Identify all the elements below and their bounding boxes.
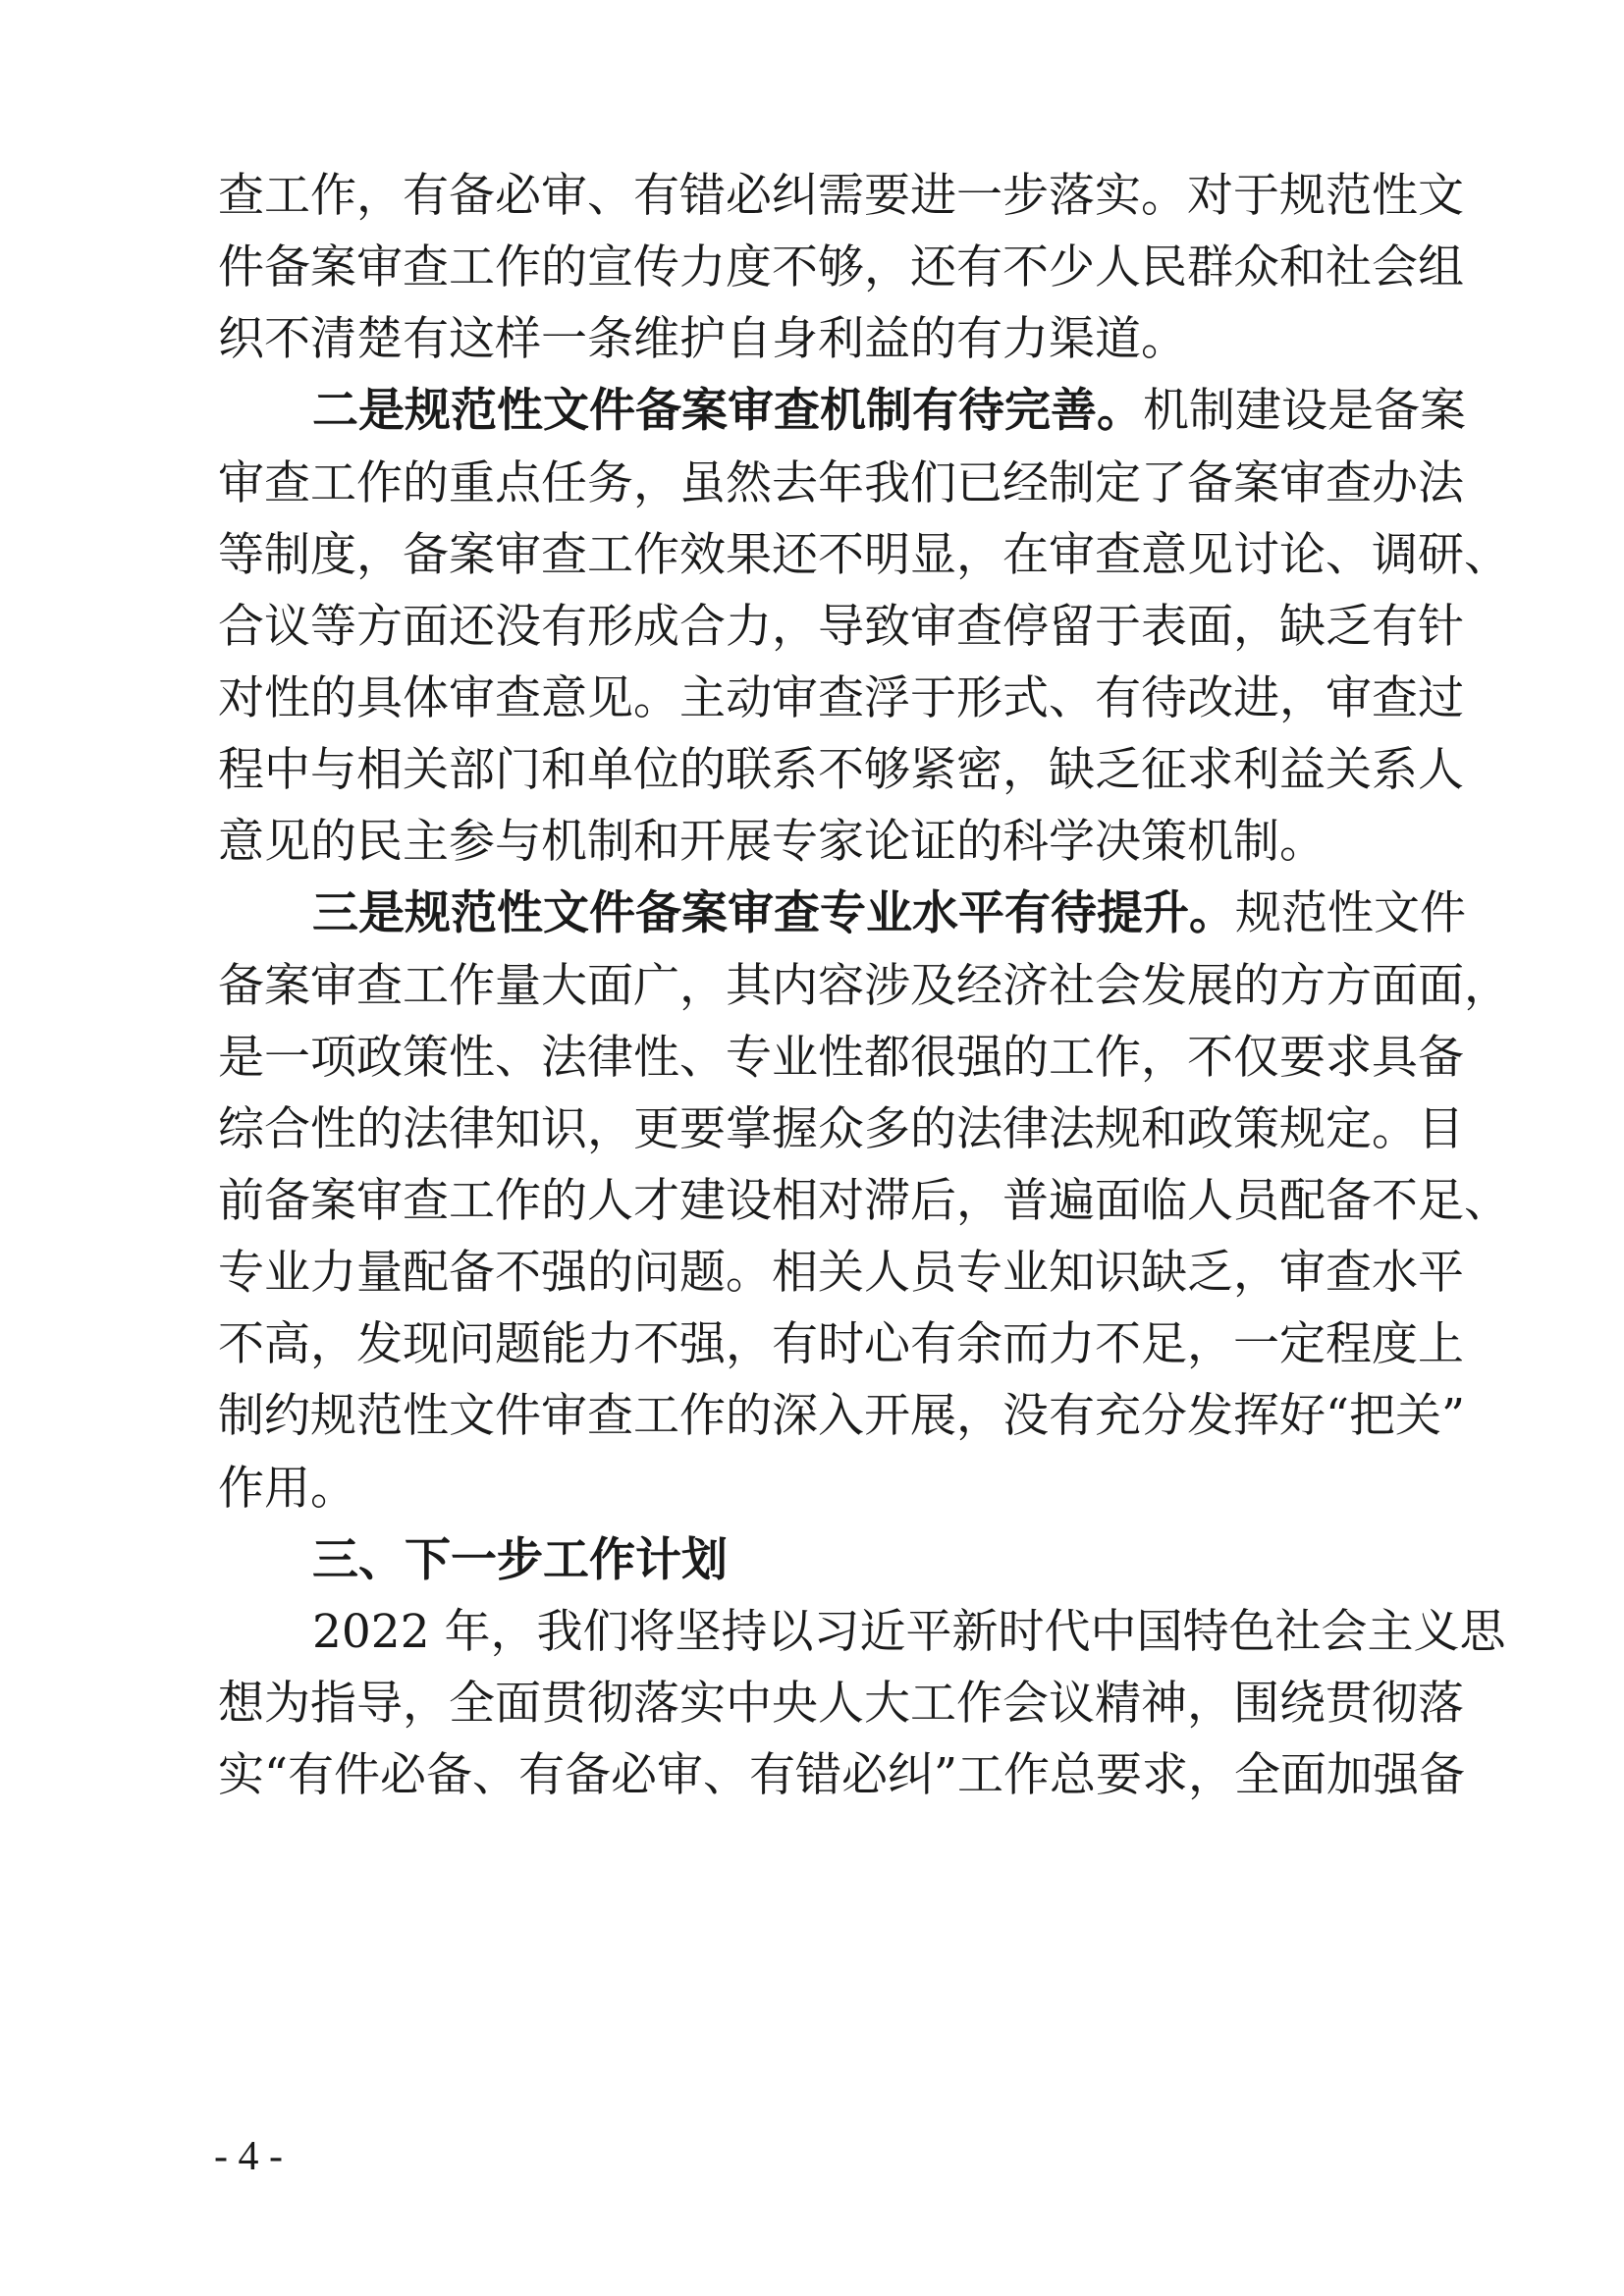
- para3-line-2: 备案审查工作量大面广，其内容涉及经济社会发展的方方面面，: [218, 958, 1510, 1013]
- para2-line-5: 对性的具体审查意见。主动审查浮于形式、有待改进，审查过: [218, 670, 1464, 725]
- para2-line1-rest: 机制建设是备案: [1143, 384, 1466, 439]
- para4-line-3: 实“有件必备、有备必审、有错必纠”工作总要求，全面加强备: [218, 1748, 1466, 1803]
- para2-line-3: 等制度，备案审查工作效果还不明显，在审查意见讨论、调研、: [218, 527, 1510, 582]
- para3-line-3: 是一项政策性、法律性、专业性都很强的工作，不仅要求具备: [218, 1030, 1464, 1085]
- para2-line-1: [312, 372, 1466, 451]
- para3-line-7: 不高，发现问题能力不强，有时心有余而力不足，一定程度上: [218, 1317, 1464, 1372]
- para3-line-4: 综合性的法律知识，更要掌握众多的法律法规和政策规定。目: [218, 1101, 1464, 1156]
- para3-line-5: 前备案审查工作的人才建设相对滞后，普遍面临人员配备不足、: [218, 1173, 1510, 1228]
- para2-lead: 二是规范性文件备案审查机制有待完善。: [312, 384, 1143, 439]
- para1-line-2: 件备案审查工作的宣传力度不够，还有不少人民群众和社会组: [218, 240, 1464, 295]
- section-heading: 三、下一步工作计划: [312, 1532, 728, 1587]
- para3-lead: 三是规范性文件备案审查专业水平有待提升。: [312, 886, 1235, 941]
- para2-line-7: 意见的民主参与机制和开展专家论证的科学决策机制。: [218, 815, 1326, 870]
- para2-line-4: 合议等方面还没有形成合力，导致审查停留于表面，缺乏有针: [218, 599, 1464, 654]
- para4-line-1: 2022 年，我们将坚持以习近平新时代中国特色社会主义思: [312, 1604, 1506, 1659]
- para3-line-8: 制约规范性文件审查工作的深入开展，没有充分发挥好“把关”: [218, 1389, 1466, 1444]
- para3-line1-rest: 规范性文件: [1235, 886, 1466, 941]
- para1-line-3: 织不清楚有这样一条维护自身利益的有力渠道。: [218, 312, 1187, 367]
- para2-line-2: 审查工作的重点任务，虽然去年我们已经制定了备案审查办法: [218, 455, 1464, 510]
- para4-line-2: 想为指导，全面贯彻落实中央人大工作会议精神，围绕贯彻落: [218, 1676, 1464, 1731]
- para3-line-9: 作用。: [218, 1461, 356, 1516]
- para3-line-1: [312, 875, 1466, 953]
- page-number: - 4 -: [214, 2134, 283, 2179]
- para3-line-6: 专业力量配备不强的问题。相关人员专业知识缺乏，审查水平: [218, 1246, 1464, 1301]
- para1-line-1: 查工作，有备必审、有错必纠需要进一步落实。对于规范性文: [218, 169, 1464, 223]
- para2-line-6: 程中与相关部门和单位的联系不够紧密，缺乏征求利益关系人: [218, 743, 1464, 798]
